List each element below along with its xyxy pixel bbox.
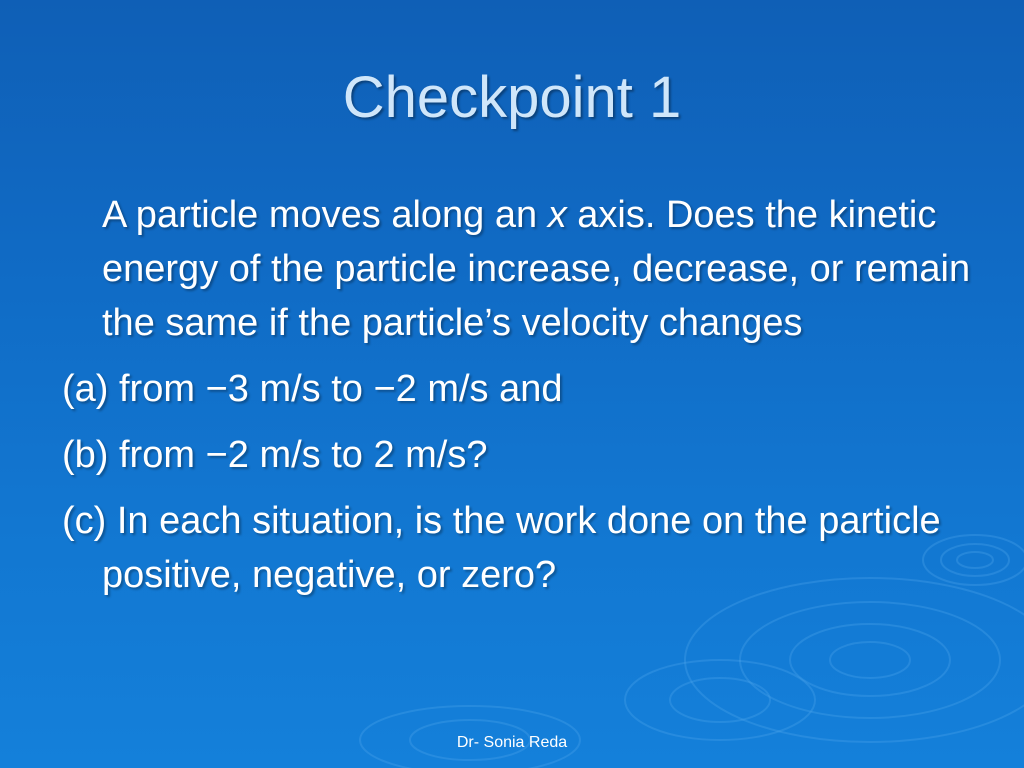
question-item-b: (b) from −2 m/s to 2 m/s? bbox=[62, 434, 488, 476]
slide-title: Checkpoint 1 bbox=[342, 65, 682, 130]
intro-text-start: A particle moves along an bbox=[102, 194, 548, 236]
intro-text-end: axis. Does the kinetic energy of the particle increase, decrease, or remain the same if the particle’s velocity changes bbox=[102, 194, 971, 344]
question-item-a: (a) from −3 m/s to −2 m/s and bbox=[62, 368, 563, 410]
slide-body bbox=[62, 188, 982, 602]
slide-footer: Dr- Sonia Reda bbox=[456, 734, 568, 751]
question-item-c: (c) In each situation, is the work done on the particle positive, negative, or zero? bbox=[62, 500, 941, 596]
question-paragraph bbox=[62, 188, 982, 350]
variable-x: x bbox=[547, 194, 567, 236]
